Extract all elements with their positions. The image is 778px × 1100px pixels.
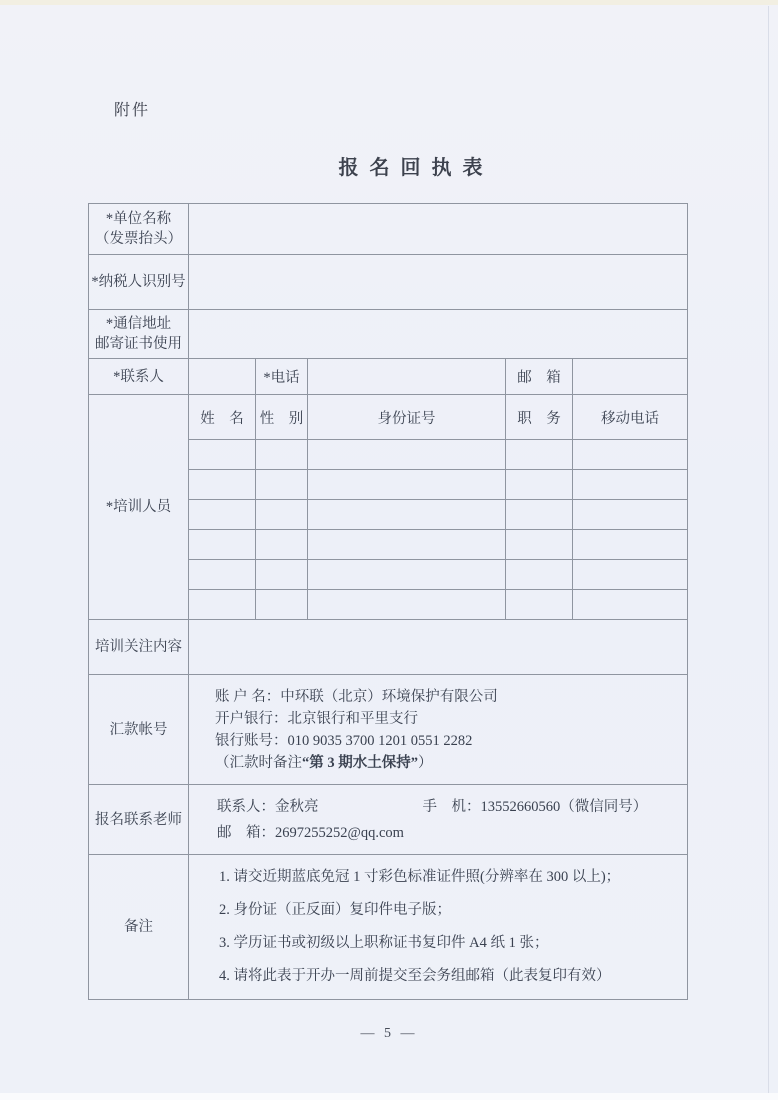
page-title-text: 报 名 回 执 表 bbox=[338, 157, 486, 179]
remittance-details bbox=[189, 679, 687, 781]
trainee-col-gender: 性 别 bbox=[256, 395, 308, 440]
row-training-focus bbox=[89, 620, 688, 675]
remarks-list bbox=[189, 855, 687, 999]
row-trainee-header bbox=[89, 395, 688, 440]
taxpayer-id-value-cell bbox=[189, 255, 688, 310]
remittance-details-cell bbox=[189, 675, 688, 785]
registration-contact-details bbox=[189, 788, 687, 852]
mailing-address-label: *通信地址 邮寄证书使用 bbox=[89, 310, 189, 359]
trainee-col-mobile: 移动电话 bbox=[573, 395, 688, 440]
remark-item: 3. 学历证书或初级以上职称证书复印件 A4 纸 1 张； bbox=[219, 935, 549, 951]
remittance-account-name: 账 户 名：中环联（北京）环境保护有限公司 bbox=[215, 688, 498, 705]
row-remittance-account bbox=[89, 675, 688, 785]
remittance-bank: 开户银行：北京银行和平里支行 bbox=[215, 710, 418, 727]
scan-edge-top bbox=[0, 0, 778, 5]
training-focus-label: 培训关注内容 bbox=[89, 620, 189, 675]
attachment-label: 附件 bbox=[114, 102, 151, 119]
trainees-label: *培训人员 bbox=[89, 395, 189, 620]
unit-name-value-cell bbox=[189, 204, 688, 255]
row-unit-name bbox=[89, 204, 688, 255]
contact-phone-label: *电话 bbox=[256, 359, 308, 395]
trainee-col-id-number: 身份证号 bbox=[308, 395, 506, 440]
registration-contact-label: 报名联系老师 bbox=[89, 785, 189, 855]
registration-form bbox=[88, 203, 688, 1000]
training-focus-value-cell bbox=[189, 620, 688, 675]
trainee-col-position: 职 务 bbox=[506, 395, 573, 440]
mailing-address-value-cell bbox=[189, 310, 688, 359]
remittance-account-number: 银行账号：010 9035 3700 1201 0551 2282 bbox=[215, 732, 473, 749]
registration-contact-mobile: 手 机：13552660560（微信同号） bbox=[422, 798, 648, 815]
contact-phone-value-cell bbox=[308, 359, 506, 395]
registration-contact-email: 邮 箱：2697255252@qq.com bbox=[217, 824, 404, 841]
row-taxpayer-id bbox=[89, 255, 688, 310]
registration-contact-name: 联系人：金秋亮 bbox=[217, 798, 319, 815]
contact-email-label: 邮 箱 bbox=[506, 359, 573, 395]
contact-label: *联系人 bbox=[89, 359, 189, 395]
trainee-col-name: 姓 名 bbox=[189, 395, 256, 440]
page-number: — 5 — bbox=[360, 1026, 418, 1041]
unit-name-label: *单位名称 （发票抬头） bbox=[89, 204, 189, 255]
registration-contact-line1 bbox=[217, 794, 679, 820]
row-mailing-address bbox=[89, 310, 688, 359]
page-title bbox=[0, 151, 778, 180]
registration-form-table bbox=[88, 203, 688, 1000]
remark-item: 2. 身份证（正反面）复印件电子版； bbox=[219, 902, 451, 918]
remittance-note: （汇款时备注“第 3 期水土保持”） bbox=[215, 754, 433, 771]
registration-contact-cell bbox=[189, 785, 688, 855]
remittance-note-highlight: “第 3 期水土保持” bbox=[302, 754, 418, 771]
row-remarks bbox=[89, 855, 688, 1000]
remarks-label: 备注 bbox=[89, 855, 189, 1000]
row-registration-contact bbox=[89, 785, 688, 855]
remark-item: 4. 请将此表于开办一周前提交至会务组邮箱（此表复印有效） bbox=[219, 968, 611, 984]
remittance-label: 汇款帐号 bbox=[89, 675, 189, 785]
remark-item: 1. 请交近期蓝底免冠 1 寸彩色标准证件照(分辨率在 300 以上)； bbox=[219, 869, 621, 885]
taxpayer-id-label: *纳税人识别号 bbox=[89, 255, 189, 310]
contact-value-cell bbox=[189, 359, 256, 395]
row-contact bbox=[89, 359, 688, 395]
contact-email-value-cell bbox=[573, 359, 688, 395]
remarks-cell bbox=[189, 855, 688, 1000]
scan-edge-bottom bbox=[0, 1093, 778, 1100]
